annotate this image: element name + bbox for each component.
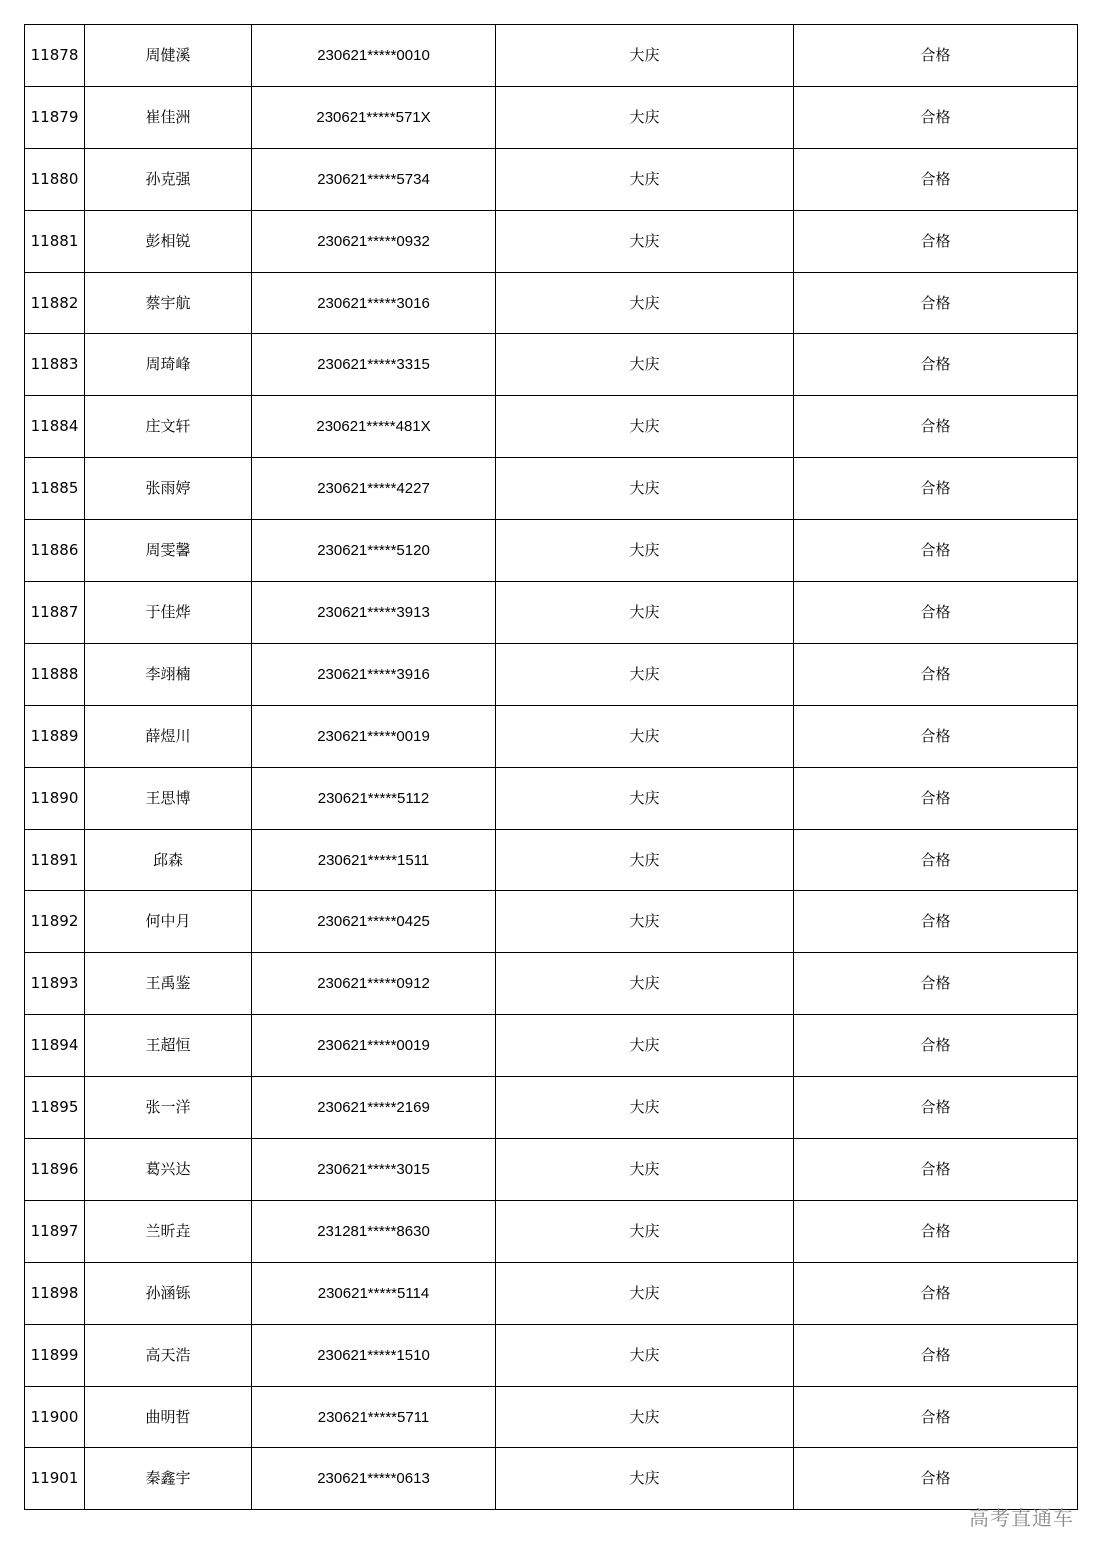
id-number-cell: 230621*****0010: [252, 25, 496, 87]
seq-cell: 11900: [25, 1386, 85, 1448]
result-cell: 合格: [794, 1386, 1078, 1448]
table-row: [25, 1200, 1078, 1262]
table-row: [25, 705, 1078, 767]
id-number-cell: 230621*****1510: [252, 1324, 496, 1386]
seq-cell: 11891: [25, 829, 85, 891]
region-cell: 大庆: [496, 1386, 794, 1448]
results-table-body: [25, 25, 1078, 1510]
id-number-cell: 230621*****5711: [252, 1386, 496, 1448]
id-number-cell: 230621*****0425: [252, 891, 496, 953]
seq-cell: 11883: [25, 334, 85, 396]
name-cell: 高天浩: [85, 1324, 252, 1386]
region-cell: 大庆: [496, 1262, 794, 1324]
region-cell: 大庆: [496, 1139, 794, 1201]
region-cell: 大庆: [496, 1015, 794, 1077]
table-row: [25, 148, 1078, 210]
id-number-cell: 230621*****2169: [252, 1077, 496, 1139]
result-cell: 合格: [794, 210, 1078, 272]
id-number-cell: 230621*****0912: [252, 953, 496, 1015]
name-cell: 李翊楠: [85, 643, 252, 705]
seq-cell: 11894: [25, 1015, 85, 1077]
table-row: [25, 272, 1078, 334]
name-cell: 彭相锐: [85, 210, 252, 272]
seq-cell: 11890: [25, 767, 85, 829]
table-row: [25, 520, 1078, 582]
result-cell: 合格: [794, 1324, 1078, 1386]
table-row: [25, 25, 1078, 87]
region-cell: 大庆: [496, 643, 794, 705]
seq-cell: 11885: [25, 458, 85, 520]
seq-cell: 11887: [25, 582, 85, 644]
table-row: [25, 458, 1078, 520]
seq-cell: 11898: [25, 1262, 85, 1324]
seq-cell: 11882: [25, 272, 85, 334]
name-cell: 周健溪: [85, 25, 252, 87]
seq-cell: 11896: [25, 1139, 85, 1201]
name-cell: 张雨婷: [85, 458, 252, 520]
region-cell: 大庆: [496, 334, 794, 396]
id-number-cell: 230621*****3916: [252, 643, 496, 705]
results-table: [24, 24, 1078, 1510]
name-cell: 兰昕垚: [85, 1200, 252, 1262]
name-cell: 张一洋: [85, 1077, 252, 1139]
seq-cell: 11880: [25, 148, 85, 210]
region-cell: 大庆: [496, 1077, 794, 1139]
seq-cell: 11892: [25, 891, 85, 953]
result-cell: 合格: [794, 582, 1078, 644]
id-number-cell: 230621*****0019: [252, 705, 496, 767]
table-row: [25, 1262, 1078, 1324]
table-row: [25, 891, 1078, 953]
name-cell: 王超恒: [85, 1015, 252, 1077]
table-row: [25, 334, 1078, 396]
table-row: [25, 643, 1078, 705]
table-row: [25, 582, 1078, 644]
name-cell: 崔佳洲: [85, 86, 252, 148]
region-cell: 大庆: [496, 86, 794, 148]
name-cell: 周雯馨: [85, 520, 252, 582]
seq-cell: 11888: [25, 643, 85, 705]
name-cell: 王禹鉴: [85, 953, 252, 1015]
id-number-cell: 230621*****4227: [252, 458, 496, 520]
id-number-cell: 230621*****3016: [252, 272, 496, 334]
table-row: [25, 1077, 1078, 1139]
region-cell: 大庆: [496, 582, 794, 644]
region-cell: 大庆: [496, 829, 794, 891]
seq-cell: 11879: [25, 86, 85, 148]
region-cell: 大庆: [496, 891, 794, 953]
region-cell: 大庆: [496, 458, 794, 520]
region-cell: 大庆: [496, 1200, 794, 1262]
name-cell: 王思博: [85, 767, 252, 829]
id-number-cell: 230621*****571X: [252, 86, 496, 148]
table-row: [25, 1448, 1078, 1510]
seq-cell: 11897: [25, 1200, 85, 1262]
id-number-cell: 230621*****5120: [252, 520, 496, 582]
id-number-cell: 230621*****3015: [252, 1139, 496, 1201]
result-cell: 合格: [794, 1077, 1078, 1139]
name-cell: 孙涵铄: [85, 1262, 252, 1324]
table-row: [25, 767, 1078, 829]
id-number-cell: 230621*****5112: [252, 767, 496, 829]
table-row: [25, 1139, 1078, 1201]
region-cell: 大庆: [496, 1324, 794, 1386]
seq-cell: 11878: [25, 25, 85, 87]
table-row: [25, 953, 1078, 1015]
result-cell: 合格: [794, 1139, 1078, 1201]
id-number-cell: 230621*****481X: [252, 396, 496, 458]
result-cell: 合格: [794, 1015, 1078, 1077]
result-cell: 合格: [794, 1448, 1078, 1510]
seq-cell: 11884: [25, 396, 85, 458]
name-cell: 邱森: [85, 829, 252, 891]
region-cell: 大庆: [496, 148, 794, 210]
name-cell: 孙克强: [85, 148, 252, 210]
id-number-cell: 230621*****0019: [252, 1015, 496, 1077]
seq-cell: 11895: [25, 1077, 85, 1139]
id-number-cell: 230621*****5114: [252, 1262, 496, 1324]
table-row: [25, 1015, 1078, 1077]
result-cell: 合格: [794, 953, 1078, 1015]
id-number-cell: 230621*****1511: [252, 829, 496, 891]
region-cell: 大庆: [496, 953, 794, 1015]
result-cell: 合格: [794, 396, 1078, 458]
name-cell: 于佳烨: [85, 582, 252, 644]
name-cell: 周琦峰: [85, 334, 252, 396]
id-number-cell: 231281*****8630: [252, 1200, 496, 1262]
result-cell: 合格: [794, 767, 1078, 829]
table-row: [25, 210, 1078, 272]
seq-cell: 11886: [25, 520, 85, 582]
seq-cell: 11899: [25, 1324, 85, 1386]
result-cell: 合格: [794, 148, 1078, 210]
result-cell: 合格: [794, 891, 1078, 953]
id-number-cell: 230621*****0613: [252, 1448, 496, 1510]
result-cell: 合格: [794, 643, 1078, 705]
name-cell: 薛煜川: [85, 705, 252, 767]
seq-cell: 11889: [25, 705, 85, 767]
result-cell: 合格: [794, 458, 1078, 520]
id-number-cell: 230621*****5734: [252, 148, 496, 210]
result-cell: 合格: [794, 829, 1078, 891]
seq-cell: 11901: [25, 1448, 85, 1510]
table-row: [25, 1324, 1078, 1386]
region-cell: 大庆: [496, 705, 794, 767]
result-cell: 合格: [794, 520, 1078, 582]
table-row: [25, 86, 1078, 148]
result-cell: 合格: [794, 86, 1078, 148]
region-cell: 大庆: [496, 25, 794, 87]
id-number-cell: 230621*****0932: [252, 210, 496, 272]
table-row: [25, 829, 1078, 891]
name-cell: 蔡宇航: [85, 272, 252, 334]
id-number-cell: 230621*****3315: [252, 334, 496, 396]
id-number-cell: 230621*****3913: [252, 582, 496, 644]
region-cell: 大庆: [496, 272, 794, 334]
result-cell: 合格: [794, 1262, 1078, 1324]
result-cell: 合格: [794, 272, 1078, 334]
region-cell: 大庆: [496, 210, 794, 272]
result-cell: 合格: [794, 1200, 1078, 1262]
result-cell: 合格: [794, 705, 1078, 767]
region-cell: 大庆: [496, 767, 794, 829]
table-row: [25, 396, 1078, 458]
result-cell: 合格: [794, 25, 1078, 87]
name-cell: 曲明哲: [85, 1386, 252, 1448]
watermark-text: 高考直通车: [969, 1506, 1074, 1530]
name-cell: 秦鑫宇: [85, 1448, 252, 1510]
result-cell: 合格: [794, 334, 1078, 396]
seq-cell: 11881: [25, 210, 85, 272]
region-cell: 大庆: [496, 520, 794, 582]
name-cell: 葛兴达: [85, 1139, 252, 1201]
seq-cell: 11893: [25, 953, 85, 1015]
name-cell: 庄文轩: [85, 396, 252, 458]
name-cell: 何中月: [85, 891, 252, 953]
region-cell: 大庆: [496, 1448, 794, 1510]
region-cell: 大庆: [496, 396, 794, 458]
table-row: [25, 1386, 1078, 1448]
